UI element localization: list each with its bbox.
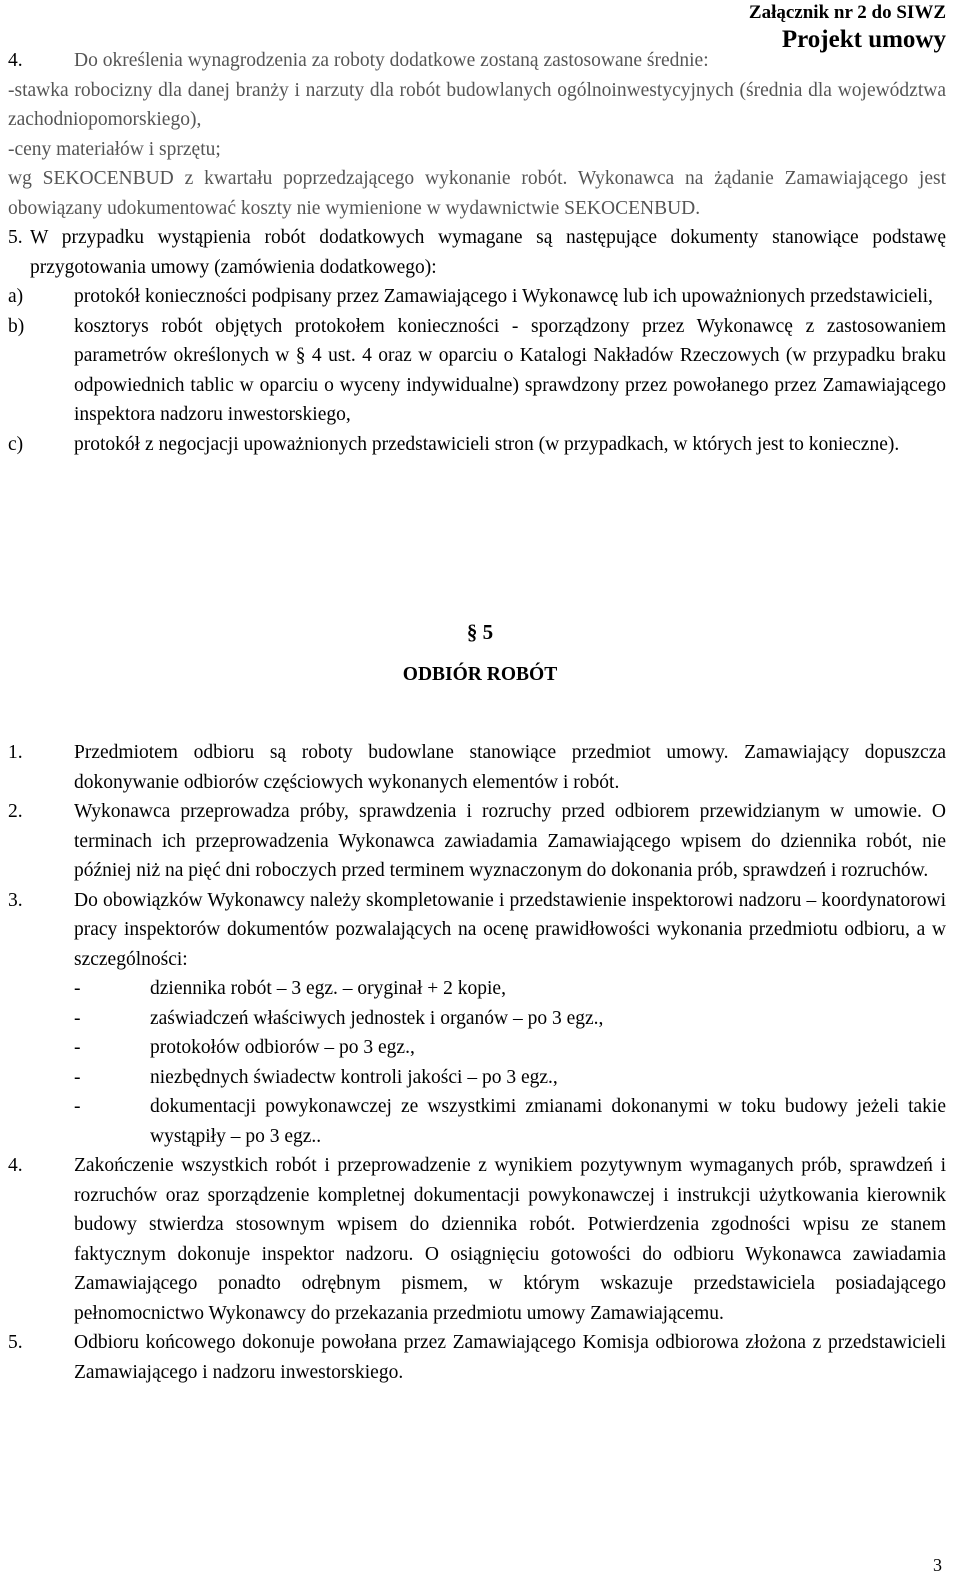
dash-item: - protokołów odbiorów – po 3 egz., [74,1037,415,1058]
list-item [8,46,946,76]
sekocenbud-paragraph: wg SEKOCENBUD z kwartału poprzedzającego wykonanie robót. Wykonawca na żądanie Zamawiającego jest obowiązany udokumentować koszty nie wymienione w wydawnictwie SEKOCENBUD. [8,168,946,219]
section-number: § 5 [466,620,494,644]
item-number: 5. [8,227,23,248]
rates-paragraph: -stawka robocizny dla danej branży i narzuty dla robót budowlanych ogólnoinwestycyjnych (średnia dla województwa zachodniopomorskiego), [8,79,946,130]
list-item: 5. Odbioru końcowego dokonuje powołana przez Zamawiającego Komisja odbiorowa złożona z przedstawicieli Zamawiającego i nadzoru inwestorskiego. [8,1332,946,1383]
document-list [74,974,946,1151]
item-number: 4. [8,50,23,71]
sublist-item: a) protokół konieczności podpisany przez Zamawiającego i Wykonawcę lub ich upoważnionych przedstawicieli, [8,286,933,307]
list-item: 1. Przedmiotem odbioru są roboty budowlane stanowiące przedmiot umowy. Zamawiający dopuszcza dokonywanie odbiorów częściowych wykonanych elementów i robót. [8,742,946,793]
sublist-item: c) protokół z negocjacji upoważnionych przedstawicieli stron (w przypadkach, w których jest to konieczne). [8,433,900,455]
dash-item: - zaświadczeń właściwych jednostek i organów – po 3 egz., [74,1007,604,1029]
item-text: Do określenia wynagrodzenia za roboty dodatkowe zostaną zastosowane średnie: [74,50,709,71]
prices-paragraph: -ceny materiałów i sprzętu; [8,138,221,160]
top-section [8,46,946,459]
section-body [8,738,946,1387]
attachment-label: Załącznik nr 2 do SIWZ [748,2,946,23]
dash-item: - dokumentacji powykonawczej ze wszystkimi zmianami dokonanymi w toku budowy jeżeli takie wystąpiły – po 3 egz.. [74,1096,946,1147]
list-item [8,223,946,282]
dash-item: - niezbędnych świadectw kontroli jakości – po 3 egz., [74,1066,558,1088]
sublist-item: b) kosztorys robót objętych protokołem konieczności - sporządzony przez Wykonawcę z zastosowaniem parametrów określonych w § 4 ust. 4 oraz w oparciu o Katalogi Nakładów Rzeczowych (w przypadku braku odpowiednich tablic w oparciu o wyceny indywidualne) sprawdzony przez powołanego przez Zamawiającego inspektora nadzoru inwestorskiego, [8,315,946,425]
section-title: ODBIÓR ROBÓT [402,664,558,685]
document-title: Projekt umowy [781,26,946,53]
item-text: W przypadku wystąpienia robót dodatkowych wymagane są następujące dokumenty stanowiące podstawę przygotowania umowy (zamówienia dodatkowego): [30,227,946,278]
list-item: 4. Zakończenie wszystkich robót i przeprowadzenie z wynikiem pozytywnym wymaganych prób, sprawdzeń i rozruchów oraz sporządzenie kompletnej dokumentacji powykonawczej i instrukcji użytkowania kierownik budowy stwierdza stosownym wpisem do dziennika robót. Potwierdzenia zgodności wpisu ze stanem faktycznym dokonuje inspektor nadzoru. O osiągnięciu gotowości do odbioru Wykonawca zawiadamia Zamawiającego ponadto odrębnym pismem, w którym wskazuje przedstawiciela posiadającego pełnomocnictwo Wykonawcy do przekazania przedmiotu umowy Zamawiającemu. [8,1155,946,1324]
sublist [8,282,946,459]
list-item: 3. Do obowiązków Wykonawcy należy skompletowanie i przedstawienie inspektorowi nadzoru – koordynatorowi pracy inspektorów dokumentów pozwalających na ocenę prawidłowości wykonania przedmiotu odbioru, a w szczególności: [8,889,946,970]
dash-item: - dziennika robót – 3 egz. – oryginał + 2 kopie, [74,978,506,999]
list-item: 2. Wykonawca przeprowadza próby, sprawdzenia i rozruchy przed odbiorem przewidzianym w umowie. O terminach ich przeprowadzenia Wykonawca zawiadamia Zamawiającego wpisem do dziennika robót, nie później niż na pięć dni roboczych przed terminem wyznaczonym do dokonania prób, sprawdzeń i rozruchów. [8,801,946,881]
page-number: 3 [933,1554,942,1575]
